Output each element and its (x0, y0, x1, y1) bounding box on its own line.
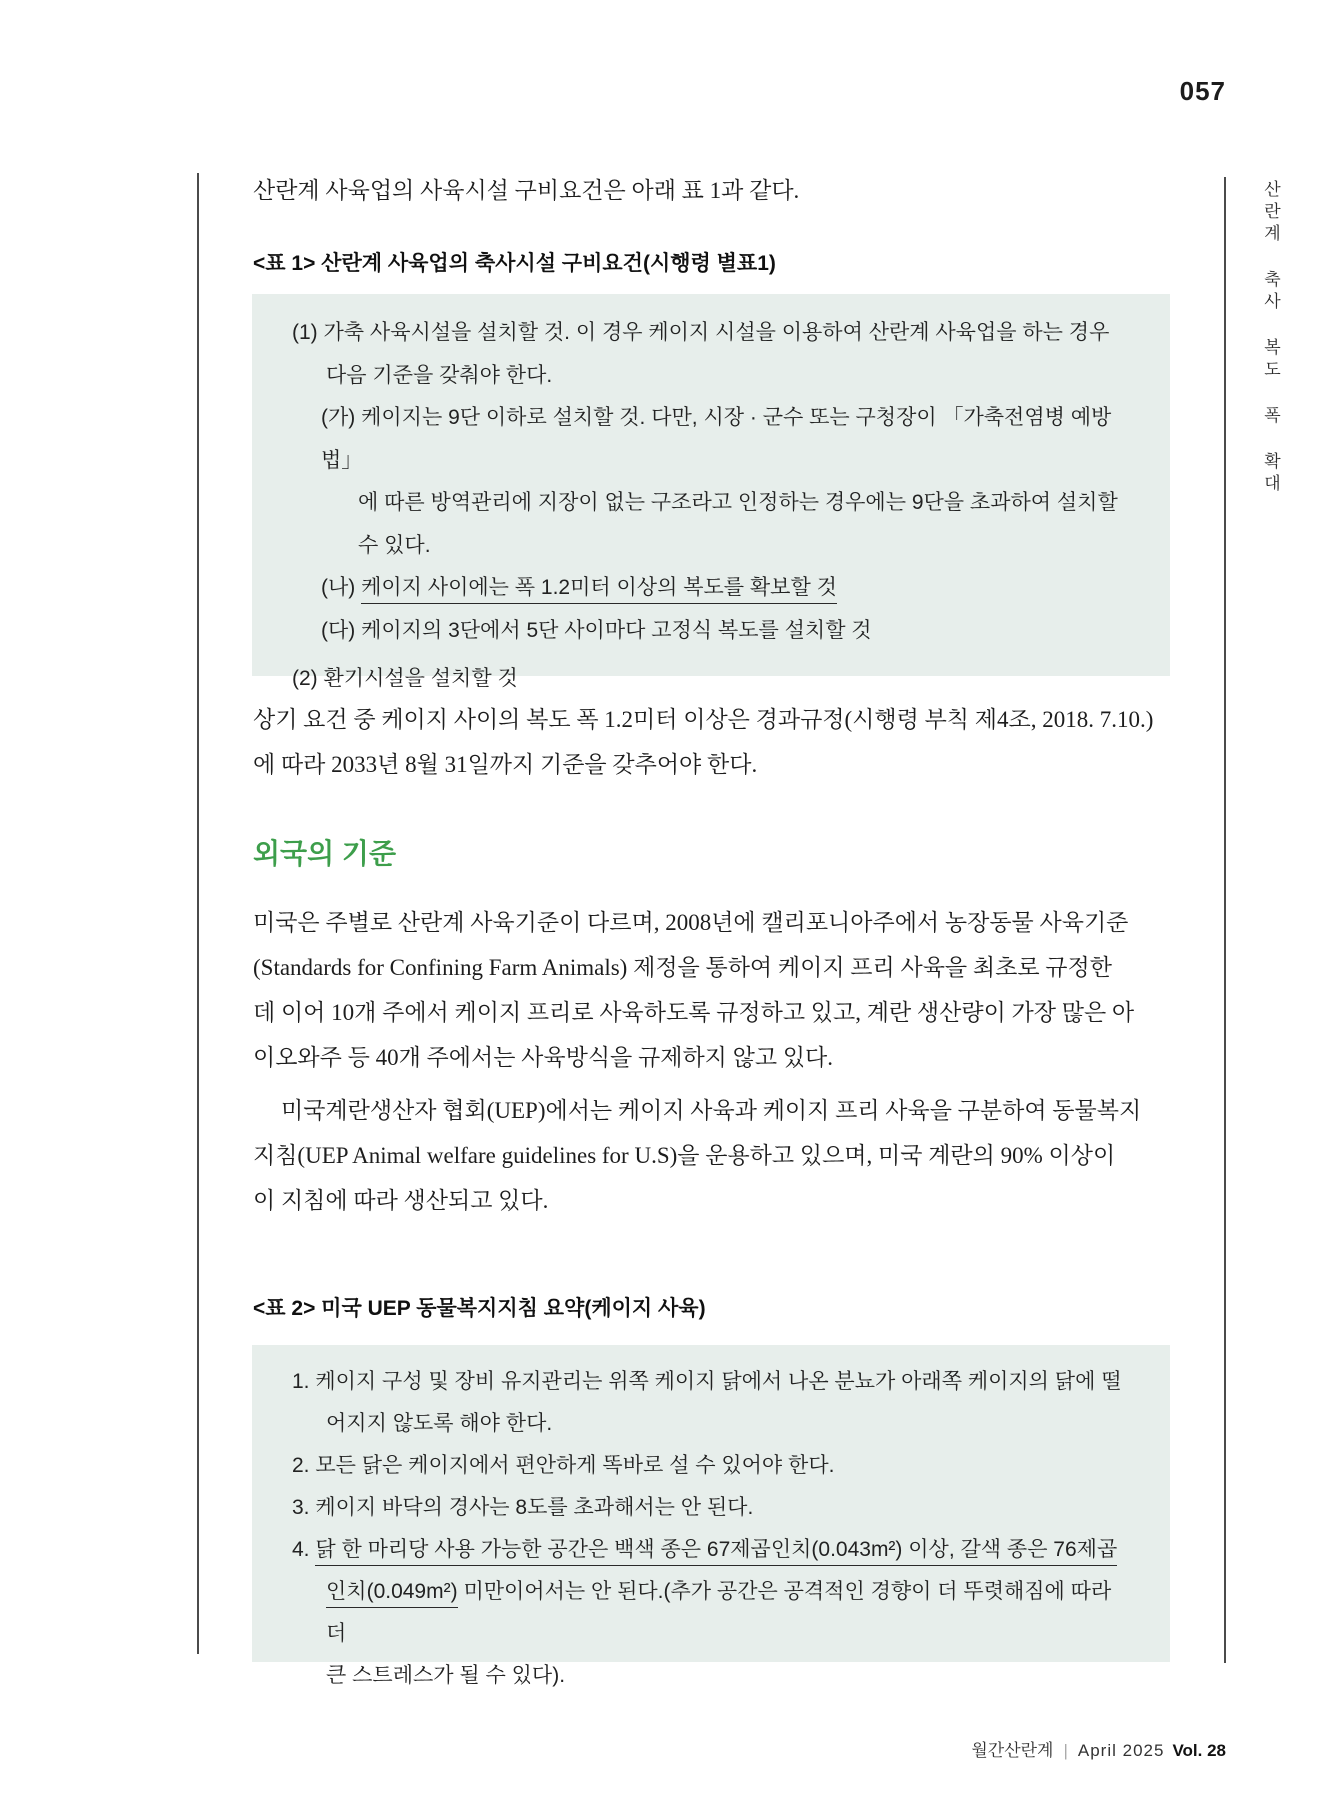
table2-caption: <표 2> 미국 UEP 동물복지지침 요약(케이지 사육) (253, 1297, 706, 1320)
text-line (292, 312, 1130, 355)
footer-volume: Vol. 28 (1172, 1741, 1226, 1760)
text-segment: 어지지 않도록 해야 한다. (326, 1412, 553, 1435)
footer-issue: April 2025 (1077, 1741, 1165, 1760)
table2-box (252, 1345, 1170, 1687)
text-segment: 3. 케이지 바닥의 경사는 8도를 초과해서는 안 된다. (292, 1496, 754, 1519)
text-line (253, 1035, 1171, 1080)
underlined-text: 인치(0.049m²) (326, 1580, 458, 1608)
text-segment: 미만이어서는 안 된다.(추가 공간은 공격적인 경향이 더 뚜렷해짐에 따라 더 (326, 1580, 1112, 1645)
text-line (326, 1571, 1130, 1655)
text-segment: 상기 요건 중 케이지 사이의 복도 폭 1.2미터 이상은 경과규정(시행령 부칙 제4조, 2018. 7.10.) (253, 707, 1154, 732)
text-line (253, 990, 1171, 1035)
us-standards-paragraph (253, 900, 1171, 1080)
text-segment: 1. 케이지 구성 및 장비 유지관리는 위쪽 케이지 닭에서 나온 분뇨가 아래쪽 케이지의 닭에 떨 (292, 1370, 1122, 1393)
text-segment: 큰 스트레스가 될 수 있다). (326, 1664, 566, 1687)
text-segment: 에 따른 방역관리에 지장이 없는 구조라고 인정하는 경우에는 9단을 초과하여 설치할 (358, 491, 1118, 514)
text-segment: 이오와주 등 40개 주에서는 사육방식을 규제하지 않고 있다. (253, 1045, 834, 1070)
text-segment: (2) 환기시설을 설치할 것 (292, 667, 518, 690)
text-segment: (Standards for Confining Farm Animals) 제정을 통하여 케이지 프리 사육을 최초로 규정한 (253, 955, 1112, 980)
text-line (326, 1655, 1130, 1697)
text-line (253, 945, 1171, 990)
text-segment: (1) 가축 사육시설을 설치할 것. 이 경우 케이지 시설을 이용하여 산란계 사육업을 하는 경우 (292, 321, 1110, 344)
text-segment: 4. (292, 1538, 316, 1561)
left-margin-rule (197, 173, 199, 1654)
footer-divider: | (1063, 1741, 1068, 1760)
section-heading-foreign-standards: 외국의 기준 (253, 838, 397, 869)
text-line (358, 482, 1130, 525)
text-segment: 미국계란생산자 협회(UEP)에서는 케이지 사육과 케이지 프리 사육을 구분하여 동물복지 (281, 1098, 1142, 1123)
text-line (321, 610, 1130, 653)
text-segment: 수 있다. (358, 533, 431, 557)
text-line (321, 567, 1130, 610)
text-line (292, 1361, 1130, 1403)
text-segment: 2. 모든 닭은 케이지에서 편안하게 똑바로 설 수 있어야 한다. (292, 1454, 835, 1477)
page-footer (971, 1736, 1226, 1761)
text-line (326, 355, 1130, 398)
text-line (292, 1529, 1130, 1571)
text-segment: 데 이어 10개 주에서 케이지 프리로 사육하도록 규정하고 있고, 계란 생산량이 가장 많은 아 (253, 1000, 1135, 1025)
text-line (292, 658, 1130, 701)
underlined-text: 케이지 사이에는 폭 1.2미터 이상의 복도를 확보할 것 (361, 576, 837, 604)
text-line (253, 1178, 1171, 1223)
text-line (321, 397, 1130, 482)
text-segment: (가) 케이지는 9단 이하로 설치할 것. 다만, 시장 · 군수 또는 구청장이 「가축전염병 예방법」 (321, 406, 1112, 472)
text-line (253, 1133, 1171, 1178)
text-line (292, 1487, 1130, 1529)
text-segment: (나) (321, 576, 362, 599)
table1-box (252, 294, 1170, 690)
after-table1-paragraph (253, 697, 1171, 787)
right-margin-rule (1224, 177, 1226, 1663)
underlined-text: 닭 한 마리당 사용 가능한 공간은 백색 종은 67제곱인치(0.043m²) 이상, 갈색 종은 76제곱 (315, 1538, 1117, 1566)
text-line (326, 1403, 1130, 1445)
text-line (253, 697, 1171, 742)
page-number: 057 (1179, 76, 1226, 106)
intro-paragraph: 산란계 사육업의 사육시설 구비요건은 아래 표 1과 같다. (253, 178, 800, 203)
side-vertical-title: 산란계 축사 복도 폭 확대 (1261, 180, 1280, 496)
text-segment: (다) 케이지의 3단에서 5단 사이마다 고정식 복도를 설치할 것 (321, 618, 872, 642)
text-line (358, 525, 1130, 568)
text-segment: 미국은 주별로 산란계 사육기준이 다르며, 2008년에 캘리포니아주에서 농장동물 사육기준 (253, 910, 1129, 935)
table1-caption: <표 1> 산란계 사육업의 축사시설 구비요건(시행령 별표1) (253, 252, 776, 275)
text-line (253, 900, 1171, 945)
uep-guidelines-paragraph (253, 1088, 1171, 1223)
text-line (253, 742, 1171, 787)
text-segment: 지침(UEP Animal welfare guidelines for U.S)을 운용하고 있으며, 미국 계란의 90% 이상이 (253, 1143, 1116, 1168)
text-segment: 이 지침에 따라 생산되고 있다. (253, 1188, 549, 1213)
text-segment: 에 따라 2033년 8월 31일까지 기준을 갖추어야 한다. (253, 752, 758, 777)
text-line (253, 1088, 1171, 1133)
text-segment: 다음 기준을 갖춰야 한다. (326, 363, 553, 387)
footer-magazine-title: 월간산란계 (971, 1741, 1054, 1760)
text-line (292, 1445, 1130, 1487)
